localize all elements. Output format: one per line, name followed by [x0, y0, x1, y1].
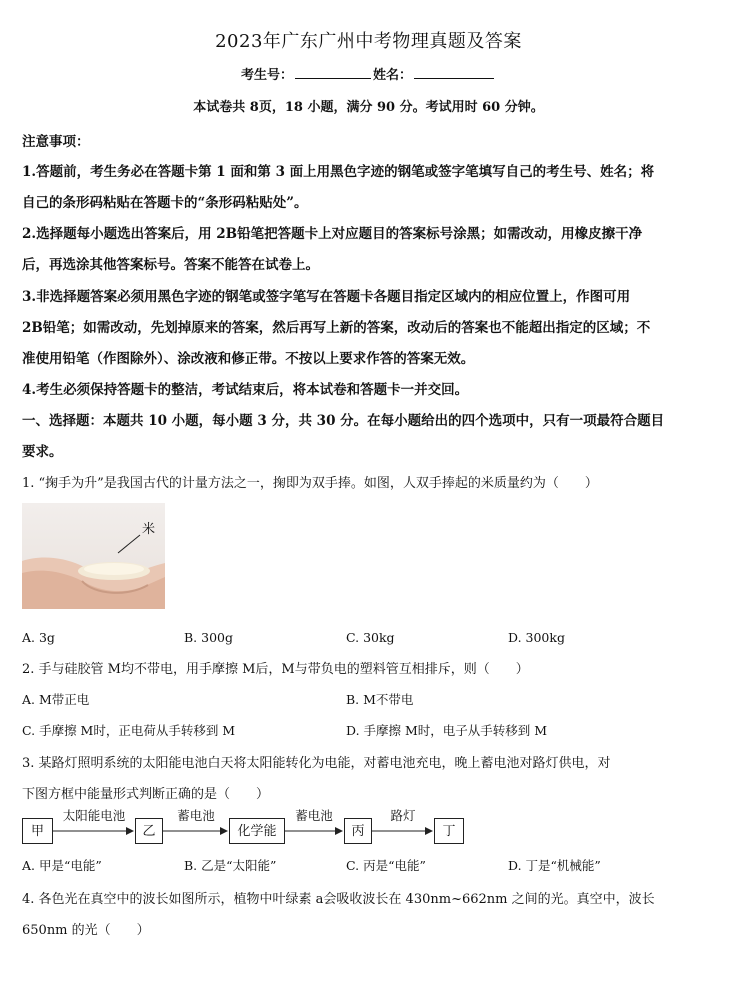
exam-intro: 本试卷共 8页，18 小题，满分 90 分。考试用时 60 分钟。	[193, 100, 544, 115]
notice-line: 自己的条形码粘贴在答题卡的“条形码粘贴处”。	[22, 195, 308, 211]
notice-line: 1.答题前，考生务必在答题卡第 1 面和第 3 面上用黑色字迹的钢笔或签字笔填写自己的考生号、姓名；将	[22, 164, 655, 180]
q2-option-b: B. M不带电	[346, 692, 414, 707]
energy-flow-diagram	[22, 810, 482, 852]
name-blank	[414, 66, 494, 79]
name-label: 姓名：	[373, 68, 413, 83]
q2-option-d: D. 手摩擦 M时，电子从手转移到 M	[346, 723, 548, 738]
notice-line: 4.考生必须保持答题卡的整洁，考试结束后，将本试卷和答题卡一并交回。	[22, 382, 469, 398]
question-4-text-line: 650nm 的光（ ）	[22, 923, 150, 938]
student-id-blank	[295, 66, 371, 79]
flow-label-solar-cell: 太阳能电池	[62, 808, 126, 823]
flow-box-ding: 丁	[434, 818, 464, 844]
rice-label: 米	[142, 522, 156, 537]
q2-option-c: C. 手摩擦 M时，正电荷从手转移到 M	[22, 723, 236, 738]
flow-box-chemical-energy: 化学能	[229, 818, 285, 844]
q1-option-d: D. 300kg	[508, 630, 565, 645]
question-2-text: 2. 手与硅胶管 M均不带电，用手摩擦 M后，M与带负电的塑料管互相排斥，则（ ）	[22, 662, 529, 677]
hands-illustration	[22, 503, 165, 609]
q3-option-d: D. 丁是“机械能”	[508, 858, 601, 873]
section-heading-line: 要求。	[22, 444, 63, 460]
q2-option-a: A. M带正电	[22, 692, 90, 707]
notice-line: 2.选择题每小题选出答案后，用 2B铅笔把答题卡上对应题目的答案标号涂黑；如需改动，用橡皮擦干净	[22, 226, 643, 242]
q3-option-c: C. 丙是“电能”	[346, 858, 426, 873]
notice-line: 3.非选择题答案必须用黑色字迹的钢笔或签字笔写在答题卡各题目指定区域内的相应位置上，作图可用	[22, 289, 631, 305]
notice-heading: 注意事项：	[22, 134, 90, 150]
section-heading-line: 一、选择题：本题共 10 小题，每小题 3 分，共 30 分。在每小题给出的四个选项中，只有一项最符合题目	[22, 413, 665, 429]
question-4-text-line: 4. 各色光在真空中的波长如图所示，植物中叶绿素 a会吸收波长在 430nm~662nm 之间的光。真空中，波长	[22, 892, 655, 907]
flow-box-jia: 甲	[22, 818, 53, 844]
student-info-line	[0, 64, 737, 83]
page-title: 2023年广东广州中考物理真题及答案	[215, 31, 522, 52]
q1-option-a: A. 3g	[22, 630, 55, 645]
notice-line: 2B铅笔；如需改动，先划掉原来的答案，然后再写上新的答案，改动后的答案也不能超出指定的区域；不	[22, 320, 651, 336]
q3-option-a: A. 甲是“电能”	[22, 858, 102, 873]
question-3-text-line: 3. 某路灯照明系统的太阳能电池白天将太阳能转化为电能，对蓄电池充电，晚上蓄电池对路灯供电，对	[22, 756, 611, 771]
student-id-label: 考生号：	[240, 68, 293, 83]
flow-label-street-lamp: 路灯	[390, 808, 416, 823]
notice-line: 后，再选涂其他答案标号。答案不能答在试卷上。	[22, 257, 319, 273]
q1-option-b: B. 300g	[184, 630, 233, 645]
question-1-text: 1. “掬手为升”是我国古代的计量方法之一，掬即为双手捧。如图，人双手捧起的米质量约为（ ）	[22, 476, 598, 491]
q3-option-b: B. 乙是“太阳能”	[184, 858, 277, 873]
flow-box-bing: 丙	[344, 818, 372, 844]
flow-label-battery: 蓄电池	[177, 808, 215, 823]
flow-label-battery-2: 蓄电池	[295, 808, 333, 823]
q1-option-c: C. 30kg	[346, 630, 395, 645]
hands-holding-rice-image	[22, 503, 165, 609]
flow-box-yi: 乙	[135, 818, 163, 844]
notice-line: 准使用铅笔（作图除外）、涂改液和修正带。不按以上要求作答的答案无效。	[22, 351, 475, 367]
question-3-text-line: 下图方框中能量形式判断正确的是（ ）	[22, 787, 270, 802]
